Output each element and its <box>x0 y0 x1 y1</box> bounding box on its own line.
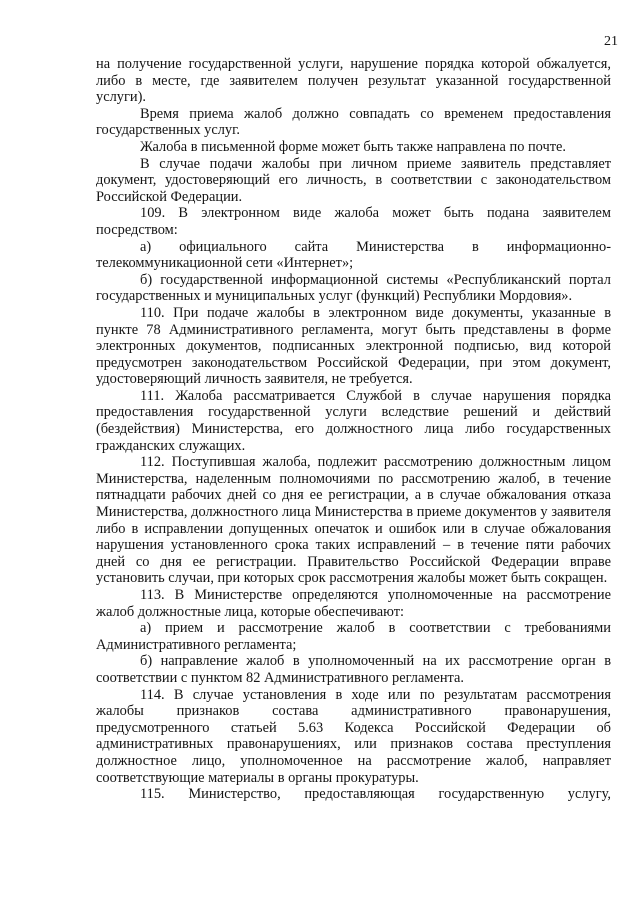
paragraph-postal-complaint: Жалоба в письменной форме может быть также направлена по почте. <box>140 138 567 155</box>
paragraph-113: 113. В Министерстве определяются уполномоченные на рассмотрение жалоб должностные лица, которые обеспечивают: <box>96 587 611 620</box>
paragraph-personal-reception: В случае подачи жалобы при личном приеме заявитель представляет документ, удостоверяющий его личность, в соответствии с законодательством Российской Федерации. <box>96 155 611 205</box>
paragraph-109-a: а) официального сайта Министерства в информационно-телекоммуникационной сети «Интернет»; <box>96 238 611 272</box>
paragraph-110: 110. При подаче жалобы в электронном виде документы, указанные в пункте 78 Административного регламента, могут быть представлены в форме электронных документов, подписанных электронной подписью, вид которой предусмотрен законодательством Российской Федерации, при этом документ, удостоверяющий личность заявителя, не требуется. <box>96 304 611 388</box>
paragraph-111: 111. Жалоба рассматривается Службой в случае нарушения порядка предоставления государственной услуги вследствие решений и действий (бездействия) Министерства, его должностного лица либо государственных гражданских служащих. <box>96 387 611 454</box>
paragraph-109: 109. В электронном виде жалоба может быть подана заявителем посредством: <box>96 205 611 238</box>
paragraph-115: 115. Министерство, предоставляющая государственную услугу, <box>140 786 611 803</box>
paragraph-112: 112. Поступившая жалоба, подлежит рассмотрению должностным лицом Министерства, наделенным полномочиями по рассмотрению жалоб, в течение пятнадцати рабочих дней со дня ее регистрации, а в случае обжалования отказа Министерства, должностного лица Министерства в приеме документов у заявителя либо в исправлении допущенных опечаток и ошибок или в случае обжалования нарушения установленного срока таких исправлений – в течение пяти рабочих дней со дня ее регистрации. Правительство Российской Федерации вправе установить случаи, при которых срок рассмотрения жалобы может быть сокращен. <box>96 454 611 587</box>
paragraph-109-b: б) государственной информационной системы «Республиканский портал государственных и муниципальных услуг (функций) Республики Мордовия». <box>96 271 611 305</box>
paragraph-reception-time: Время приема жалоб должно совпадать со временем предоставления государственных услуг. <box>96 105 611 139</box>
paragraph-113-b: б) направление жалоб в уполномоченный на их рассмотрение орган в соответствии с пунктом 82 Административного регламента. <box>96 653 611 686</box>
paragraph-114: 114. В случае установления в ходе или по результатам рассмотрения жалобы признаков состава административного правонарушения, предусмотренного статьей 5.63 Кодекса Российской Федерации об административных правонарушениях, или признаков состава преступления должностное лицо, уполномоченное на рассмотрение жалоб, направляет соответствующие материалы в органы прокуратуры. <box>96 686 611 786</box>
page-number: 21 <box>604 34 618 49</box>
paragraph-113-a: а) прием и рассмотрение жалоб в соответствии с требованиями Административного регламента; <box>96 620 611 653</box>
paragraph-continuation: на получение государственной услуги, нарушение порядка которой обжалуется, либо в месте, где заявителем получен результат указанной государственной услуги). <box>96 56 611 106</box>
document-body <box>96 56 611 803</box>
